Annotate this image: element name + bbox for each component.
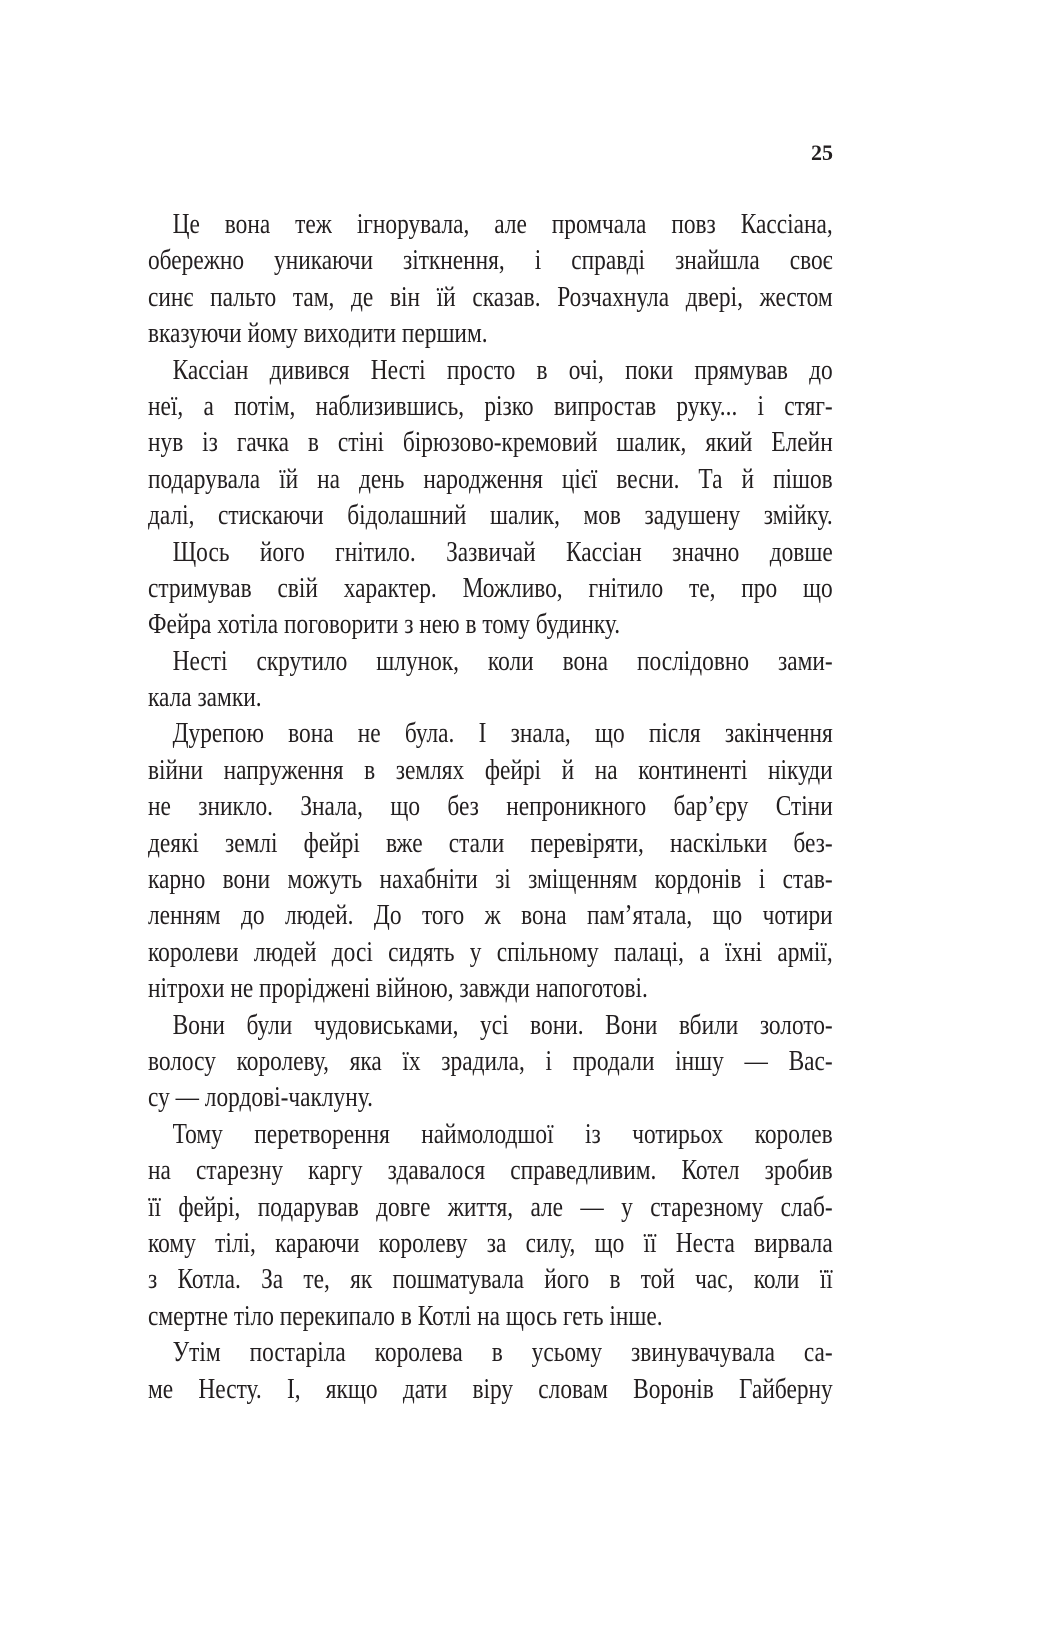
text-line: Утім постаріла королева в усьому звинувачувала са- [172,1337,833,1369]
text-line: Дурепою вона не була. І знала, що після закінчення [172,718,833,750]
text-line: не зникло. Знала, що без непроникного бар’єру Стіни [148,791,833,823]
page-number: 25 [811,140,833,165]
text-line: неї, а потім, наблизившись, різко випростав руку... і стяг- [148,390,833,422]
text-line: Щось його гнітило. Зазвичай Кассіан значно довше [172,536,833,568]
text-line: синє пальто там, де він їй сказав. Розчахнула двері, жестом [148,281,833,313]
text-line: кала замки. [148,682,262,714]
text-line: Фейра хотіла поговорити з нею в тому будинку. [148,609,621,641]
text-line: волосу королеву, яка їх зрадила, і продали іншу — Вас- [148,1045,833,1077]
text-line: її фейрі, подарував довге життя, але — у старезному слаб- [148,1191,833,1223]
text-line: з Котла. За те, як пошматувала його в той час, коли її [148,1264,833,1296]
text-line: далі, стискаючи бідолашний шалик, мов задушену змійку. [148,500,833,532]
text-line: королеви людей досі сидять у спільному палаці, а їхні армії, [148,936,833,968]
text-line: Кассіан дивився Несті просто в очі, поки прямував до [172,354,833,386]
text-line: Тому перетворення наймолодшої із чотирьох королев [172,1118,833,1150]
body-text [148,207,833,1408]
text-line: карно вони можуть нахабніти зі зміщенням кордонів і став- [148,864,833,896]
text-line: Вони були чудовиськами, усі вони. Вони вбили золото- [172,1009,833,1041]
text-line: ме Несту. І, якщо дати віру словам Воронів Гайберну [148,1373,833,1405]
text-line: подарувала їй на день народження цієї весни. Та й пішов [148,463,833,495]
text-line: кому тілі, караючи королеву за силу, що її Неста вирвала [148,1227,833,1259]
text-line: обережно уникаючи зіткнення, і справді знайшла своє [148,245,833,277]
text-line: деякі землі фейрі вже стали перевіряти, наскільки без- [148,827,833,859]
text-line: смертне тіло перекипало в Котлі на щось геть інше. [148,1300,663,1332]
text-line: ленням до людей. До того ж вона пам’ятала, що чотири [148,900,833,932]
text-line: війни напруження в землях фейрі й на континенті нікуди [148,754,833,786]
text-line: на старезну каргу здавалося справедливим. Котел зробив [148,1155,833,1187]
text-line: Несті скрутило шлунок, коли вона послідовно зами- [172,645,833,677]
text-line: нув із гачка в стіні бірюзово-кремовий шалик, який Елейн [148,427,833,459]
text-line: Це вона теж ігнорувала, але промчала повз Кассіана, [172,209,833,240]
text-line: вказуючи йому виходити першим. [148,318,488,350]
text-line: стримував свій характер. Можливо, гнітило те, про що [148,572,833,604]
text-line: нітрохи не проріджені війною, завжди напоготові. [148,973,648,1005]
text-line: су — лордові-чаклуну. [148,1082,373,1114]
